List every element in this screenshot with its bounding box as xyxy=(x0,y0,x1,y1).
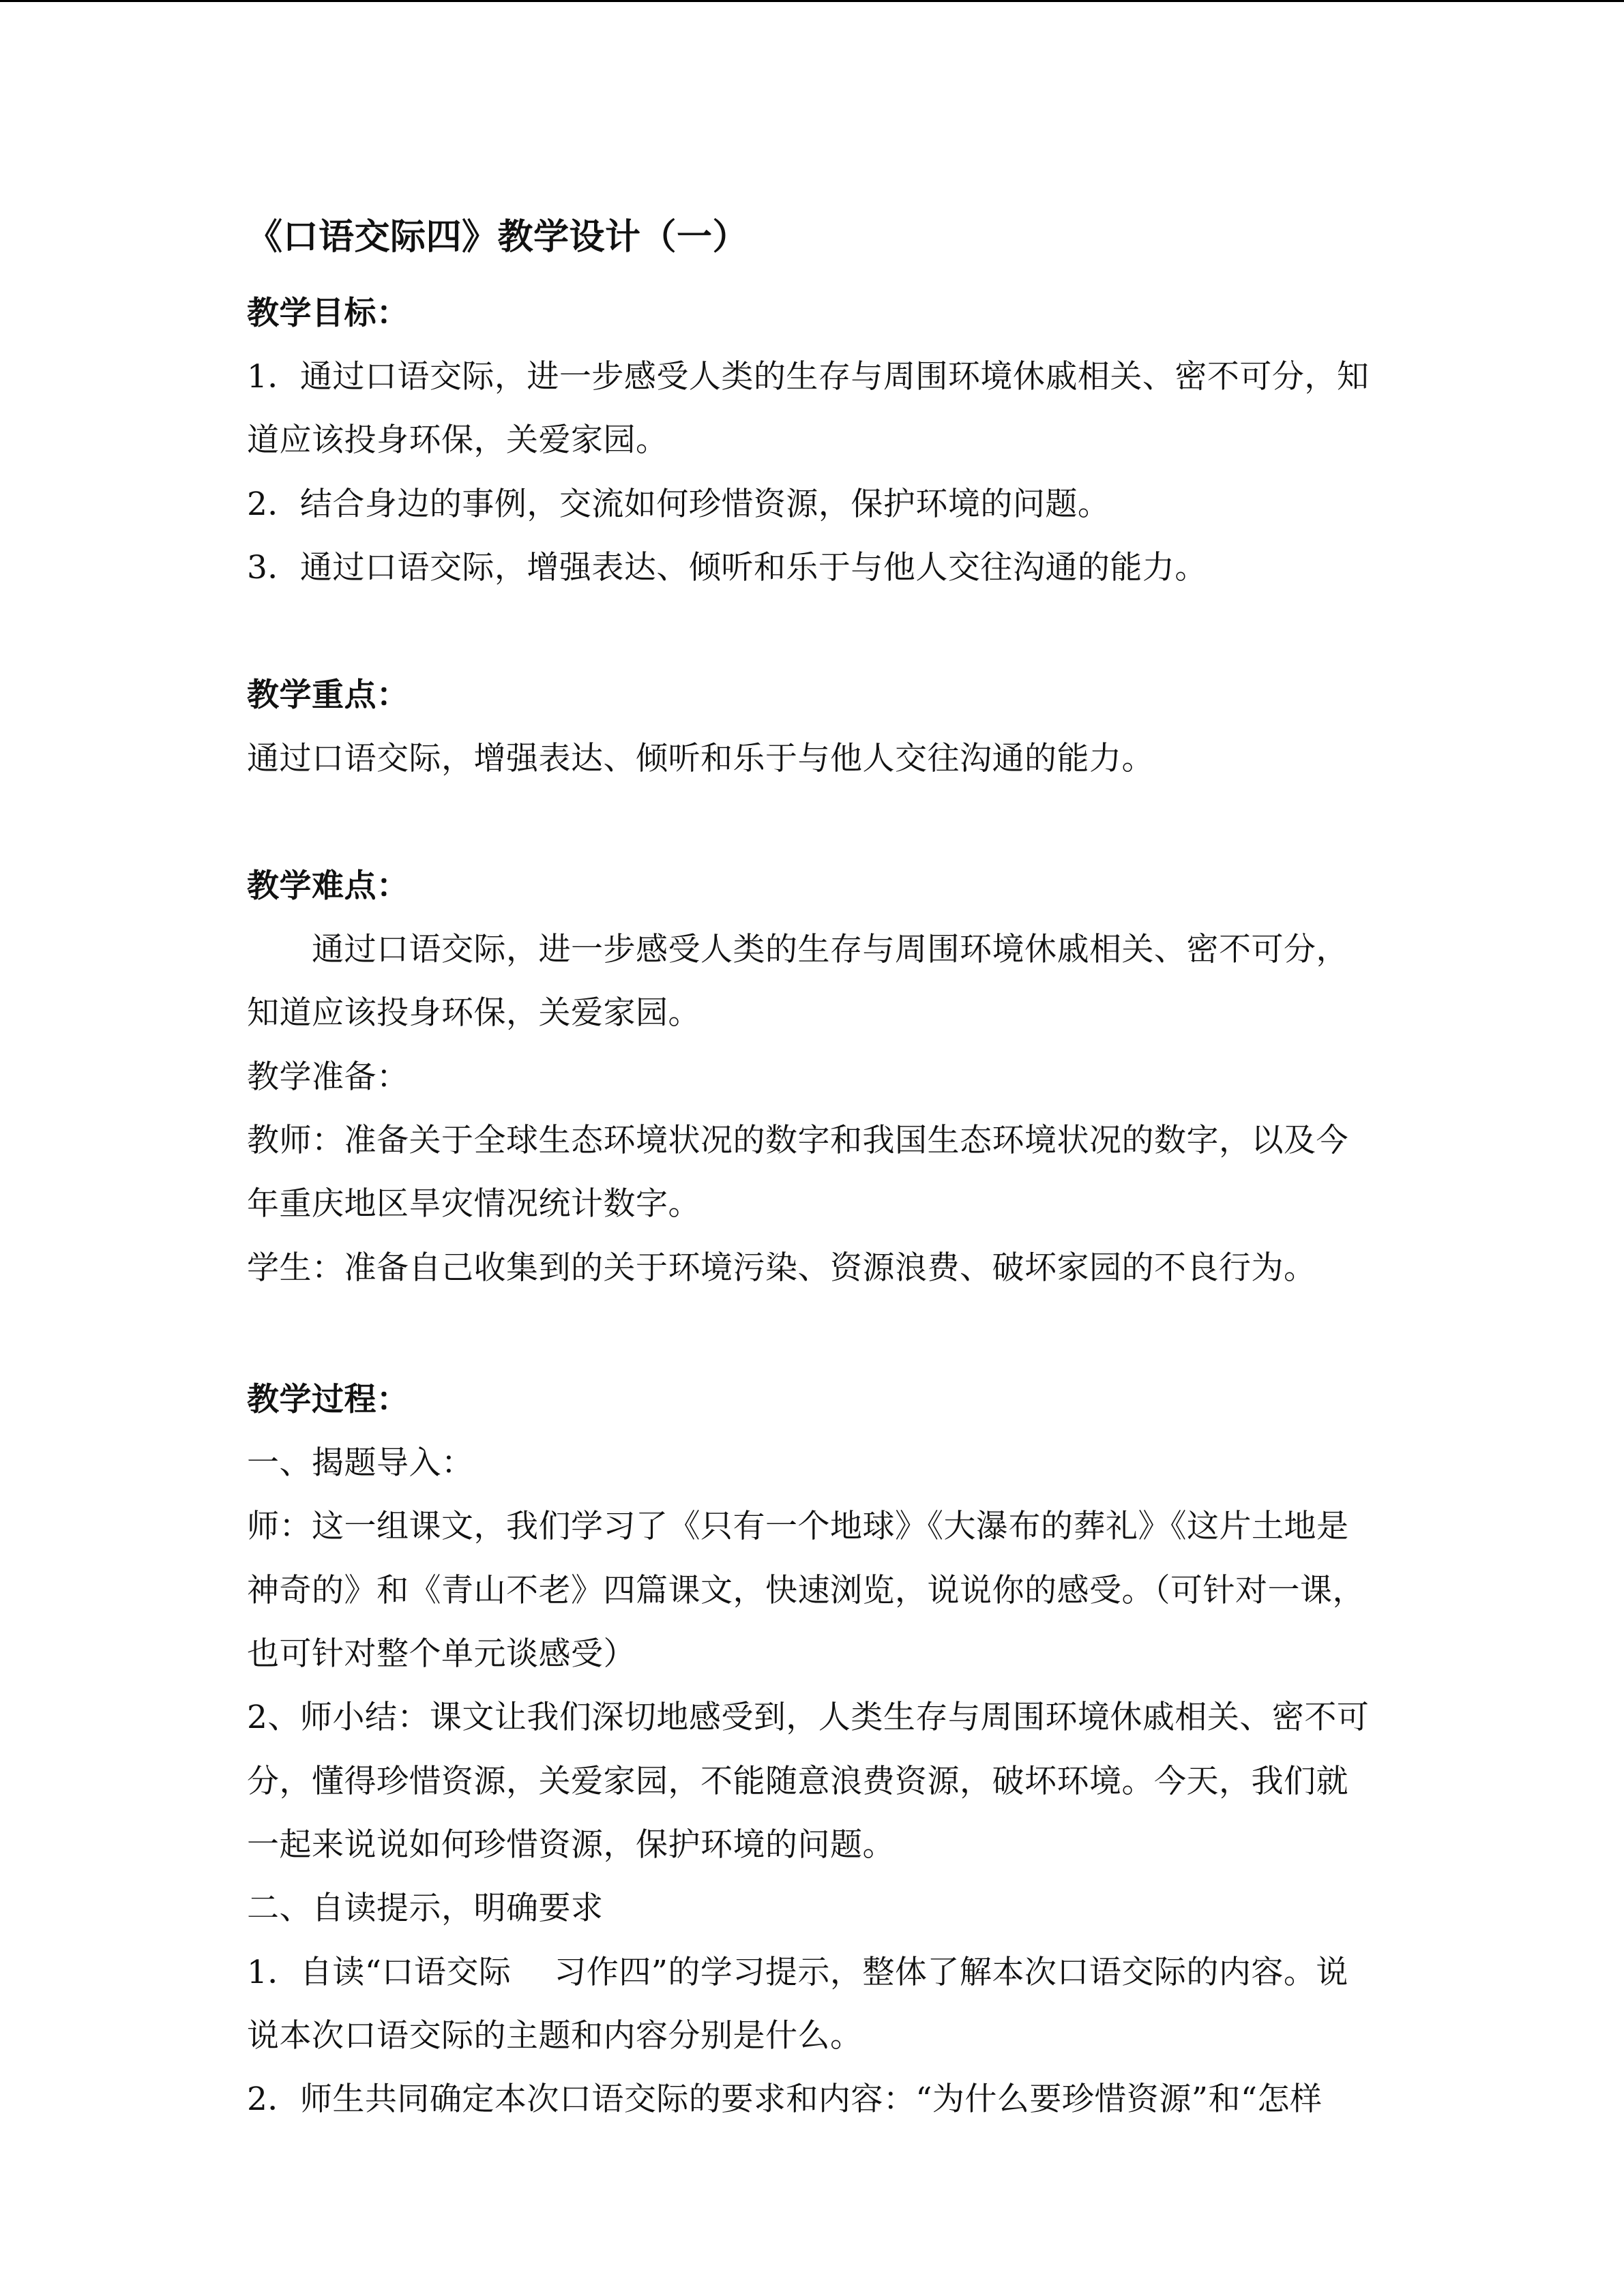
objective-2: 2．结合身边的事例，交流如何珍惜资源，保护环境的问题。 xyxy=(247,486,1110,523)
process-p2-line-3: 一起来说说如何珍惜资源，保护环境的问题。 xyxy=(247,1826,895,1864)
difficulty-line-1: 通过口语交际，进一步感受人类的生存与周围环境休戚相关、密不可分， xyxy=(312,931,1348,968)
process-p2-line-1: 2、师小结：课文让我们深切地感受到，人类生存与周围环境休戚相关、密不可 xyxy=(247,1699,1370,1736)
objective-3: 3．通过口语交际，增强表达、倾听和乐于与他人交往沟通的能力。 xyxy=(247,549,1207,586)
difficulty-heading: 教学难点： xyxy=(247,867,409,905)
objective-1-line-1: 1．通过口语交际，进一步感受人类的生存与周围环境休戚相关、密不可分，知 xyxy=(247,358,1370,396)
page-title: 《口语交际四》教学设计（一） xyxy=(247,216,749,258)
process-p1-line-3: 也可针对整个单元谈感受） xyxy=(247,1635,636,1673)
process-part-1-heading: 一、揭题导入： xyxy=(247,1444,474,1482)
process-p1-line-2: 神奇的》和《青山不老》四篇课文，快速浏览，说说你的感受。（可针对一课， xyxy=(247,1572,1365,1609)
objective-1-line-2: 道应该投身环保，关爱家园。 xyxy=(247,421,668,459)
preparation-heading: 教学准备： xyxy=(247,1058,409,1096)
preparation-teacher-line-1: 教师：准备关于全球生态环境状况的数字和我国生态环境状况的数字，以及今 xyxy=(247,1122,1348,1159)
difficulty-line-2: 知道应该投身环保，关爱家园。 xyxy=(247,994,700,1032)
process-p1-line-1: 师：这一组课文，我们学习了《只有一个地球》《大瀑布的葬礼》《这片土地是 xyxy=(247,1508,1349,1545)
process-p3-line-1: 1．自读“口语交际 习作四”的学习提示，整体了解本次口语交际的内容。说 xyxy=(247,1954,1348,1991)
key-point-heading: 教学重点： xyxy=(247,676,409,714)
process-p4-line-1: 2．师生共同确定本次口语交际的要求和内容：“为什么要珍惜资源”和“怎样 xyxy=(247,2081,1323,2118)
process-heading: 教学过程： xyxy=(247,1381,409,1418)
preparation-student: 学生：准备自己收集到的关于环境污染、资源浪费、破坏家园的不良行为。 xyxy=(247,1249,1316,1287)
process-p3-line-2: 说本次口语交际的主题和内容分别是什么。 xyxy=(247,2017,863,2055)
top-border xyxy=(0,0,1624,2)
process-part-2-heading: 二、自读提示，明确要求 xyxy=(247,1890,604,1927)
process-p2-line-2: 分，懂得珍惜资源，关爱家园，不能随意浪费资源，破坏环境。今天，我们就 xyxy=(247,1763,1348,1800)
preparation-teacher-line-2: 年重庆地区旱灾情况统计数字。 xyxy=(247,1185,700,1223)
objectives-heading: 教学目标： xyxy=(247,295,409,332)
key-point-text: 通过口语交际，增强表达、倾听和乐于与他人交往沟通的能力。 xyxy=(247,740,1154,777)
